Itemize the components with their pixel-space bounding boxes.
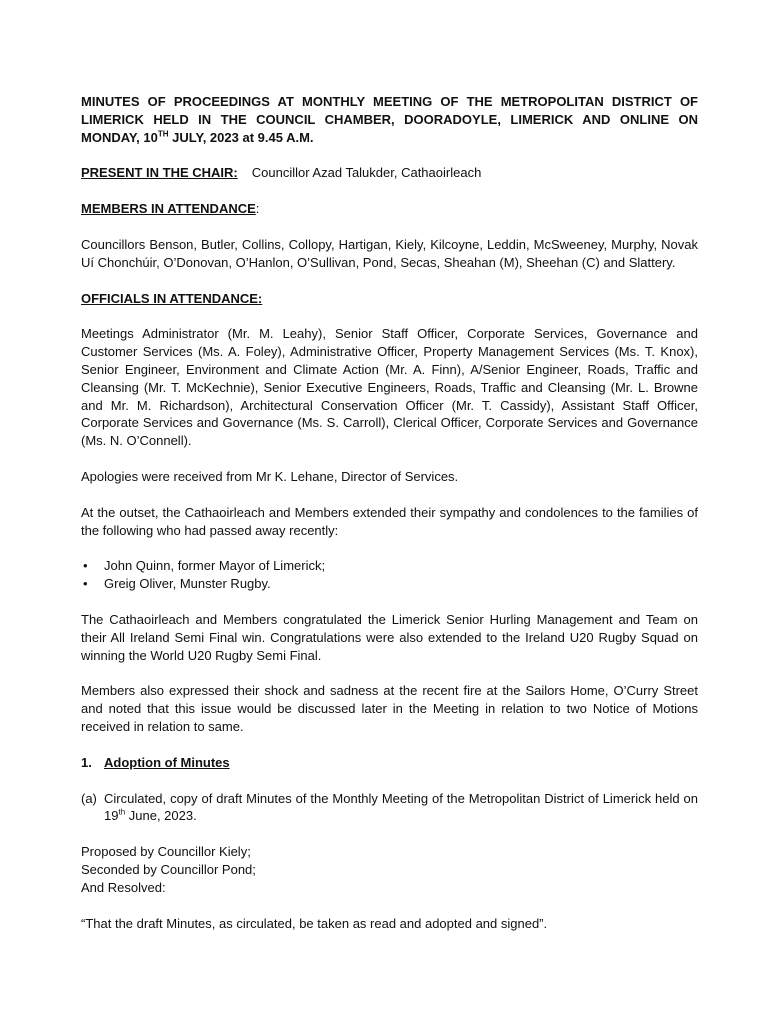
bullet-icon: •: [83, 576, 88, 592]
apologies-paragraph: Apologies were received from Mr K. Lehane, Director of Services.: [81, 468, 459, 484]
item-label: (a): [81, 790, 97, 806]
officials-heading: [81, 290, 698, 308]
section-title: Adoption of Minutes: [104, 754, 230, 770]
item-text-main: Circulated, copy of draft Minutes of the Monthly Meeting of the Metropolitan District of Limerick held on 19: [104, 790, 698, 824]
list-item: [81, 575, 698, 593]
item-text: [104, 790, 698, 826]
chair-label: PRESENT IN THE CHAIR:: [81, 165, 238, 181]
members-heading: [81, 200, 698, 218]
title-text: MINUTES OF PROCEEDINGS AT MONTHLY MEETING OF THE METROPOLITAN DISTRICT OF LIMERICK HELD IN THE COUNCIL CHAMBER, DOORADOYLE, LIMERICK AND ONLINE ON MONDAY, 10: [81, 94, 698, 145]
list-item: [81, 557, 698, 575]
item-superscript: th: [118, 807, 126, 817]
resolved-line: And Resolved:: [81, 879, 166, 895]
officials-label: OFFICIALS IN ATTENDANCE:: [81, 290, 263, 306]
condolence-list: [81, 557, 698, 593]
item-text-end: June, 2023.: [125, 808, 197, 824]
section-heading: [81, 754, 698, 772]
officials-list: Meetings Administrator (Mr. M. Leahy), Senior Staff Officer, Corporate Services, Governance and Customer Services (Ms. A. Foley), Administrative Officer, Property Management Services (Ms. T. Knox), Senior Engineer, Environment and Climate Action (Mr. A. Finn), A/Senior Engineer, Roads, Traffic and Cleansing (Mr. T. McKechnie), Senior Executive Engineers, Roads, Traffic and Cleansing (Mr. L. Browne and Mr. M. Richardson), Architectural Conservation Officer (Mr. T. Cassidy), Assistant Staff Officer, Corporate Services and Governance (Ms. S. Carroll), Clerical Officer, Corporate Services and Governance (Ms. N. O’Connell).: [81, 326, 698, 449]
document-title: [81, 93, 698, 146]
bullet-icon: •: [83, 558, 88, 574]
section-number: 1.: [81, 754, 92, 770]
members-list: Councillors Benson, Butler, Collins, Collopy, Hartigan, Kiely, Kilcoyne, Leddin, McSweeney, Murphy, Novak Uí Chonchúir, O’Donovan, O’Hanlon, O’Sullivan, Pond, Secas, Sheahan (M), Sheehan (C) and Slattery.: [81, 236, 698, 270]
congratulations-paragraph: The Cathaoirleach and Members congratulated the Limerick Senior Hurling Management and Team on their All Ireland Semi Final win. Congratulations were also extended to the Ireland U20 Rugby Squad on winning the World U20 Rugby Semi Final.: [81, 611, 698, 663]
agenda-item-a: [81, 790, 698, 826]
minutes-document: [81, 93, 698, 932]
sympathy-paragraph: At the outset, the Cathaoirleach and Members extended their sympathy and condolences to the families of the following who had passed away recently:: [81, 504, 698, 538]
title-superscript: TH: [157, 129, 169, 139]
list-item-text: John Quinn, former Mayor of Limerick;: [104, 558, 326, 574]
fire-paragraph: Members also expressed their shock and sadness at the recent fire at the Sailors Home, O’Curry Street and noted that this issue would be discussed later in the Meeting in relation to two Notice of Motions received in relation to same.: [81, 683, 698, 734]
chair-name: Councillor Azad Talukder, Cathaoirleach: [251, 165, 482, 181]
members-label-colon: :: [255, 201, 260, 217]
chair-line: [81, 164, 698, 182]
title-text-end: JULY, 2023 at 9.45 A.M.: [168, 129, 314, 145]
resolution-text: “That the draft Minutes, as circulated, be taken as read and adopted and signed”.: [81, 915, 548, 931]
proposed-line: Proposed by Councillor Kiely;: [81, 844, 251, 860]
members-label: MEMBERS IN ATTENDANCE: [81, 201, 256, 217]
list-item-text: Greig Oliver, Munster Rugby.: [104, 576, 271, 592]
seconded-line: Seconded by Councillor Pond;: [81, 861, 256, 877]
